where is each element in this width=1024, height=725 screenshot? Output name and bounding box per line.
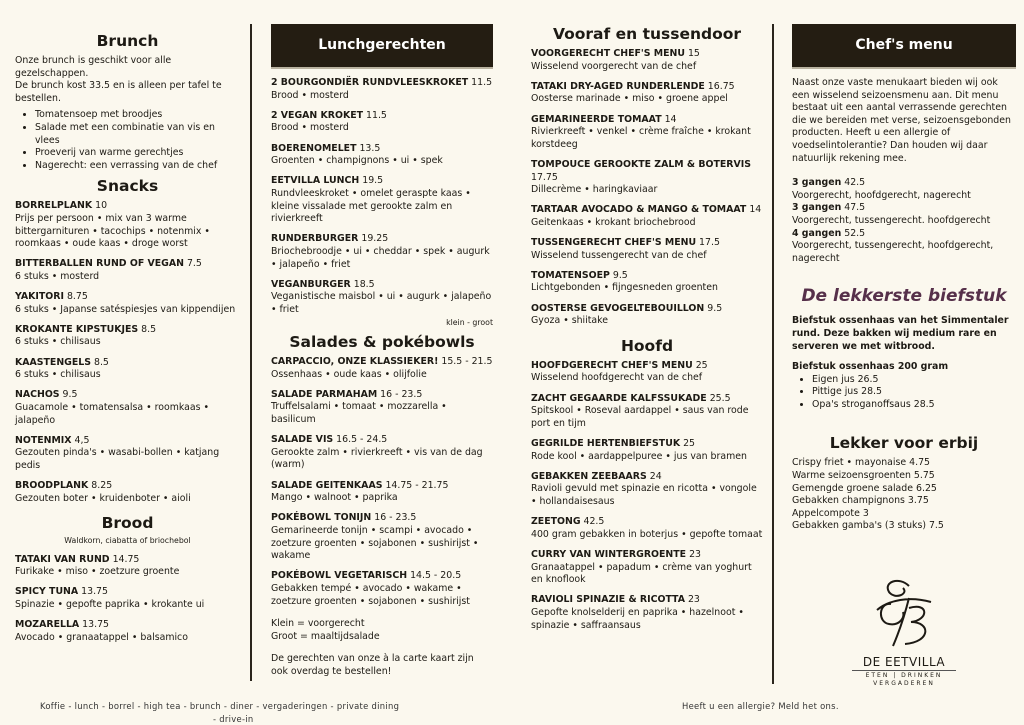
menu-item-header bbox=[271, 570, 493, 583]
menu-item bbox=[531, 81, 763, 106]
menu-item-name: ZACHT GEGAARDE KALFSSUKADE bbox=[531, 392, 707, 404]
menu-item-header bbox=[531, 438, 763, 451]
menu-item-price: 11.5 bbox=[471, 77, 493, 88]
menu-item-price: 16.75 bbox=[707, 80, 735, 92]
menu-item-description: Gemarineerde tonijn • scampi • avocado • zoetzure groenten • sojabonen • sushirijst • wakame bbox=[271, 524, 479, 562]
menu-item-header bbox=[271, 356, 493, 369]
option-name: 3 gangen bbox=[792, 202, 842, 214]
menu-item-description: Gezouten pinda's • wasabi-bollen • katjang pedis bbox=[15, 447, 220, 471]
menu-item-price: 19.25 bbox=[361, 233, 389, 245]
menu-item bbox=[15, 480, 240, 505]
menu-item-price: 9.5 bbox=[612, 269, 628, 281]
menu-item-price: 23 bbox=[689, 548, 702, 560]
services-footer bbox=[40, 700, 440, 725]
menu-item-price: 8.5 bbox=[93, 356, 109, 368]
menu-item-price: 24 bbox=[649, 470, 662, 482]
menu-item-name: BROODPLANK bbox=[15, 480, 89, 492]
menu-item-description: Gezouten boter • kruidenboter • aioli bbox=[15, 492, 191, 504]
menu-item-description: Oosterse marinade • miso • groene appel bbox=[531, 93, 728, 105]
menu-item-description: Truffelsalami • tomaat • mozzarella • basilicum bbox=[271, 401, 447, 426]
menu-item-header bbox=[531, 114, 763, 127]
brunch-course: • Nagerecht: een verrassing van de chef bbox=[35, 160, 240, 173]
menu-item bbox=[531, 204, 763, 229]
menu-item-name: GEGRILDE HERTENBIEFSTUK bbox=[531, 438, 681, 449]
menu-item-header bbox=[531, 204, 763, 217]
menu-item bbox=[15, 357, 240, 382]
menu-item-name: VEGANBURGER bbox=[271, 278, 351, 290]
menu-item-description: Spinazie • gepofte paprika • krokante ui bbox=[15, 598, 205, 610]
erbij-heading: Lekker voor erbij bbox=[829, 434, 979, 453]
menu-item-header bbox=[531, 81, 763, 94]
menu-item bbox=[271, 175, 493, 225]
column-2 bbox=[271, 24, 493, 679]
menu-item-price: 17.5 bbox=[699, 237, 720, 249]
menu-item bbox=[531, 303, 763, 328]
menu-item-description: Gebakken tempé • avocado • wakame • zoetzure groenten • sojabonen • sushirijst bbox=[271, 582, 470, 607]
menu-item bbox=[271, 110, 493, 135]
side-dish: Appelcompote 3 bbox=[792, 507, 869, 519]
menu-item-name: TOMATENSOEP bbox=[531, 269, 610, 281]
menu-item-description: Gyoza • shiitake bbox=[531, 315, 609, 327]
menu-item-price: 9.5 bbox=[707, 302, 723, 314]
menu-item bbox=[531, 237, 763, 262]
menu-item-description: Ossenhaas • oude kaas • olijfolie bbox=[271, 368, 427, 380]
menu-item-name: NOTENMIX bbox=[15, 434, 72, 446]
menu-item-header bbox=[271, 77, 493, 90]
menu-item-name: VOORGERECHT CHEF'S MENU bbox=[531, 48, 685, 59]
biefstuk-option: • Eigen jus 26.5 bbox=[812, 374, 1016, 387]
menu-item-description: Mango • walnoot • paprika bbox=[271, 492, 398, 504]
menu-item-list bbox=[531, 48, 763, 328]
side-dish: Crispy friet • mayonaise 4.75 bbox=[792, 457, 931, 469]
biefstuk-intro: Biefstuk ossenhaas van het Simmentaler rund. Deze bakken wij medium rare en serveren we met witbrood. bbox=[792, 315, 1009, 352]
menu-item-name: 2 BOURGONDIËR RUNDVLEESKROKET bbox=[271, 77, 469, 88]
menu-item-header bbox=[531, 516, 763, 529]
brood-heading: Brood bbox=[101, 513, 154, 532]
menu-item-description: Wisselend voorgerecht van de chef bbox=[531, 60, 697, 72]
menu-item-list bbox=[15, 554, 240, 645]
menu-item-description: Rundvleeskroket • omelet geraspte kaas • kleine vissalade met gerookte zalm en rivierkreeft bbox=[271, 187, 471, 225]
menu-item-description: 6 stuks • chilisaus bbox=[15, 369, 101, 381]
menu-item-price: 7.5 bbox=[186, 258, 202, 270]
menu-item-header bbox=[15, 389, 240, 402]
menu-item-price: 16 - 23.5 bbox=[380, 388, 423, 400]
menu-item-description: Prijs per persoon • mix van 3 warme bittergarnituren • tacochips • notenmix • roomkaas • oude kaas • droge worst bbox=[15, 212, 210, 250]
menu-item-price: 9.5 bbox=[62, 389, 78, 401]
menu-item-name: TUSSENGERECHT CHEF'S MENU bbox=[531, 237, 697, 249]
column-1 bbox=[15, 31, 240, 652]
menu-item bbox=[531, 159, 763, 197]
biefstuk-option: • Pittige jus 28.5 bbox=[812, 386, 1016, 399]
chefs-menu-options bbox=[792, 177, 1016, 265]
menu-item-header bbox=[15, 324, 240, 337]
menu-item-header bbox=[15, 357, 240, 370]
menu-item-name: NACHOS bbox=[15, 389, 60, 401]
menu-item-description: Rode kool • aardappelpuree • jus van bramen bbox=[531, 450, 747, 462]
menu-item-description: Brood • mosterd bbox=[271, 89, 349, 101]
menu-item-name: RUNDERBURGER bbox=[271, 233, 359, 245]
menu-item-header bbox=[271, 110, 493, 123]
menu-item bbox=[531, 48, 763, 73]
menu-item-name: SALADE VIS bbox=[271, 434, 334, 446]
menu-item-price: 8.75 bbox=[66, 291, 88, 303]
menu-item-list bbox=[271, 77, 493, 316]
menu-item bbox=[271, 77, 493, 102]
menu-item-description: 6 stuks • Japanse satéspiesjes van kippendijen bbox=[15, 303, 236, 315]
allergy-footer: Heeft u een allergie? Meld het ons. bbox=[682, 701, 839, 711]
chefs-menu-option bbox=[792, 177, 1016, 202]
column-divider bbox=[250, 24, 252, 681]
side-dish: Gemengde groene salade 6.25 bbox=[792, 482, 937, 494]
menu-item-header bbox=[531, 159, 763, 184]
menu-item-price: 16.5 - 24.5 bbox=[336, 434, 388, 446]
menu-item-price: 8.25 bbox=[91, 480, 113, 492]
menu-item-header bbox=[271, 434, 493, 447]
menu-item-name: ZEETONG bbox=[531, 516, 581, 528]
option-description: Voorgerecht, hoofdgerecht, nagerecht bbox=[792, 189, 971, 201]
menu-item-name: RAVIOLI SPINAZIE & RICOTTA bbox=[531, 594, 685, 606]
erbij-list bbox=[792, 457, 1016, 533]
menu-item-name: BORRELPLANK bbox=[15, 200, 93, 212]
brunch-course: • Salade met een combinatie van vis en vlees bbox=[35, 122, 240, 147]
menu-item-header bbox=[15, 619, 240, 632]
menu-item-price: 14 bbox=[664, 113, 677, 125]
menu-item bbox=[271, 570, 493, 608]
menu-item-name: POKÉBOWL VEGETARISCH bbox=[271, 570, 408, 582]
menu-item-header bbox=[15, 435, 240, 448]
menu-item-name: KAASTENGELS bbox=[15, 356, 91, 368]
menu-item-name: CARPACCIO, ONZE KLASSIEKER! bbox=[271, 356, 439, 368]
biefstuk-option: • Opa's stroganoffsaus 28.5 bbox=[812, 399, 1016, 412]
menu-item-name: BOERENOMELET bbox=[271, 142, 357, 154]
menu-item bbox=[15, 258, 240, 283]
menu-item-header bbox=[271, 389, 493, 402]
menu-item-price: 18.5 bbox=[353, 278, 375, 290]
menu-item-header bbox=[15, 554, 240, 567]
menu-item-header bbox=[15, 480, 240, 493]
menu-item-price: 15.5 - 21.5 bbox=[441, 356, 493, 368]
chefs-menu-intro: Naast onze vaste menukaart bieden wij ook een wisselend seizoensmenu aan. Dit menu bestaat uit een aantal verrassende gerechten die we bereiden met verse, seizoensgebonden producten. Heeft u een allergie of voedselintolerantie? Dan houden wij daar natuurlijk rekening mee. bbox=[792, 77, 1011, 164]
menu-item-price: 13.5 bbox=[359, 142, 381, 154]
logo-name: DE EETVILLA bbox=[852, 655, 956, 671]
menu-item bbox=[15, 586, 240, 611]
menu-item-header bbox=[271, 279, 493, 292]
menu-item-description: Rivierkreeft • venkel • crème fraîche • krokant korstdeeg bbox=[531, 126, 751, 150]
brunch-course: • Proeverij van warme gerechtjes bbox=[35, 147, 240, 160]
brunch-section bbox=[15, 31, 240, 172]
menu-item-name: OOSTERSE GEVOGELTEBOUILLON bbox=[531, 302, 705, 314]
menu-item-name: EETVILLA LUNCH bbox=[271, 175, 360, 187]
menu-item-price: 42.5 bbox=[583, 516, 605, 528]
menu-item-name: HOOFDGERECHT CHEF'S MENU bbox=[531, 359, 693, 371]
side-dish: Gebakken champignons 3.75 bbox=[792, 495, 929, 507]
biefstuk-subtitle: Biefstuk ossenhaas 200 gram bbox=[792, 361, 949, 373]
brood-subtitle: Waldkorn, ciabatta of briochebol bbox=[64, 535, 191, 545]
option-price: 47.5 bbox=[844, 202, 866, 214]
menu-item-name: SPICY TUNA bbox=[15, 586, 79, 598]
salades-heading: Salades & pokébowls bbox=[289, 333, 475, 352]
menu-item-description: 6 stuks • mosterd bbox=[15, 270, 100, 282]
salades-section bbox=[271, 332, 493, 678]
side-dish: Gebakken gamba's (3 stuks) 7.5 bbox=[792, 520, 944, 532]
column-3 bbox=[531, 24, 763, 640]
menu-item bbox=[15, 435, 240, 473]
menu-item bbox=[15, 389, 240, 427]
menu-item bbox=[531, 438, 763, 463]
menu-item bbox=[531, 471, 763, 509]
menu-item-header bbox=[531, 549, 763, 562]
option-price: 52.5 bbox=[844, 227, 866, 239]
menu-item bbox=[531, 549, 763, 587]
biefstuk-options bbox=[792, 374, 1016, 412]
menu-item-price: 25.5 bbox=[709, 392, 731, 404]
column-4 bbox=[792, 24, 1016, 533]
menu-item-header bbox=[271, 143, 493, 156]
menu-item-description: 400 gram gebakken in boterjus • gepofte tomaat bbox=[531, 528, 763, 540]
menu-item bbox=[531, 114, 763, 152]
menu-item-header bbox=[271, 175, 493, 188]
hoofd-heading: Hoofd bbox=[620, 336, 674, 355]
menu-item-description: Geitenkaas • krokant briochebrood bbox=[531, 216, 696, 228]
brunch-intro: Onze brunch is geschikt voor alle gezelschappen. bbox=[15, 55, 172, 79]
snacks-section bbox=[15, 176, 240, 505]
option-description: Voorgerecht, tussengerecht, hoofdgerecht, nagerecht bbox=[792, 240, 994, 264]
menu-item-description: Granaatappel • papadum • crème van yoghurt en knoflook bbox=[531, 561, 752, 586]
biefstuk-heading: De lekkerste biefstuk bbox=[801, 286, 1007, 307]
menu-item-list bbox=[271, 356, 493, 608]
option-name: 3 gangen bbox=[792, 177, 842, 189]
size-note-small: Klein = voorgerecht bbox=[271, 618, 365, 630]
menu-item bbox=[271, 233, 493, 271]
menu-item bbox=[531, 360, 763, 385]
menu-item-price: 14.5 - 20.5 bbox=[410, 570, 462, 582]
menu-item-price: 17.75 bbox=[531, 171, 558, 183]
menu-item-description: Gepofte knolselderij en paprika • hazelnoot • spinazie • saffraansaus bbox=[531, 606, 744, 631]
option-name: 4 gangen bbox=[792, 227, 842, 239]
menu-item-name: TATAKI VAN RUND bbox=[15, 553, 110, 565]
brunch-course: • Tomatensoep met broodjes bbox=[35, 109, 240, 122]
menu-item-price: 14 bbox=[749, 204, 762, 216]
menu-item-price: 11.5 bbox=[366, 109, 387, 121]
menu-item-name: BITTERBALLEN RUND OF VEGAN bbox=[15, 258, 184, 270]
logo-tagline: ETEN | DRINKEN bbox=[865, 671, 943, 679]
menu-item bbox=[271, 389, 493, 427]
menu-item-price: 13.75 bbox=[82, 619, 110, 631]
menu-item-name: KROKANTE KIPSTUKJES bbox=[15, 323, 139, 335]
menu-item bbox=[15, 200, 240, 250]
menu-item-list bbox=[531, 360, 763, 632]
a-la-carte-note: De gerechten van onze à la carte kaart zijn ook overdag te bestellen! bbox=[271, 653, 474, 677]
menu-item-name: POKÉBOWL TONIJN bbox=[271, 512, 372, 524]
menu-item-description: Wisselend tussengerecht van de chef bbox=[531, 249, 707, 261]
option-header bbox=[792, 228, 1016, 241]
menu-item-price: 8.5 bbox=[141, 323, 157, 335]
menu-item-header bbox=[15, 586, 240, 599]
brunch-list bbox=[15, 109, 240, 172]
menu-item-name: TOMPOUCE GEROOKTE ZALM & BOTERVIS bbox=[531, 158, 751, 170]
menu-item-price: 25 bbox=[683, 438, 696, 449]
chefs-menu-option bbox=[792, 202, 1016, 227]
menu-item-header bbox=[531, 48, 763, 61]
monogram-icon bbox=[869, 574, 939, 650]
menu-item-header bbox=[271, 512, 493, 525]
menu-item-description: 6 stuks • chilisaus bbox=[15, 336, 101, 348]
menu-item-description: Furikake • miso • zoetzure groente bbox=[15, 566, 180, 578]
menu-item-name: GEBAKKEN ZEEBAARS bbox=[531, 470, 647, 482]
menu-item-header bbox=[531, 270, 763, 283]
menu-item-price: 16 - 23.5 bbox=[374, 512, 417, 524]
menu-item-description: Briochebroodje • ui • cheddar • spek • augurk • jalapeño • friet bbox=[271, 245, 490, 270]
menu-item-header bbox=[15, 200, 240, 213]
menu-item-header bbox=[531, 393, 763, 406]
menu-item bbox=[531, 594, 763, 632]
menu-item bbox=[271, 279, 493, 317]
chefs-menu-option bbox=[792, 228, 1016, 266]
option-description: Voorgerecht, tussengerecht. hoofdgerecht bbox=[792, 214, 991, 226]
lunch-heading: Lunchgerechten bbox=[271, 24, 493, 69]
side-dish: Warme seizoensgroenten 5.75 bbox=[792, 470, 935, 482]
menu-item-name: MOZARELLA bbox=[15, 619, 80, 631]
menu-item-description: Groenten • champignons • ui • spek bbox=[271, 155, 443, 167]
menu-item bbox=[271, 480, 493, 505]
menu-item-price: 15 bbox=[687, 48, 700, 59]
menu-item-description: Gerookte zalm • rivierkreeft • vis van de dag (warm) bbox=[271, 446, 483, 471]
menu-item-header bbox=[531, 594, 763, 607]
snacks-heading: Snacks bbox=[96, 177, 159, 196]
menu-item-name: CURRY VAN WINTERGROENTE bbox=[531, 548, 687, 560]
menu-item bbox=[271, 143, 493, 168]
menu-item-description: Wisselend hoofdgerecht van de chef bbox=[531, 372, 703, 384]
menu-item-header bbox=[271, 233, 493, 246]
menu-item-name: GEMARINEERDE TOMAAT bbox=[531, 113, 662, 125]
column-divider bbox=[772, 24, 774, 684]
vooraf-heading: Vooraf en tussendoor bbox=[552, 25, 742, 43]
menu-item-name: YAKITORI bbox=[15, 291, 64, 303]
option-header bbox=[792, 177, 1016, 190]
menu-item-name: TARTAAR AVOCADO & MANGO & TOMAAT bbox=[531, 204, 747, 216]
menu-item-price: 23 bbox=[687, 594, 700, 606]
brood-section bbox=[15, 513, 240, 644]
option-price: 42.5 bbox=[844, 177, 866, 189]
logo bbox=[852, 574, 956, 688]
menu-item-description: Brood • mosterd bbox=[271, 122, 349, 134]
menu-item-name: SALADE PARMAHAM bbox=[271, 388, 378, 400]
menu-item-price: 14.75 - 21.75 bbox=[385, 479, 449, 491]
menu-item-list bbox=[15, 200, 240, 505]
menu-item-description: Lichtgebonden • fijngesneden groenten bbox=[531, 282, 718, 294]
menu-item-header bbox=[15, 291, 240, 304]
services-text: Koffie - lunch - borrel - high tea - brunch - diner - vergaderingen - private dining bbox=[40, 701, 400, 711]
menu-item bbox=[15, 619, 240, 644]
menu-item-description: Avocado • granaatappel • balsamico bbox=[15, 631, 188, 643]
menu-item-header bbox=[531, 237, 763, 250]
menu-item bbox=[531, 516, 763, 541]
menu-item-price: 10 bbox=[95, 200, 108, 212]
menu-item-name: SALADE GEITENKAAS bbox=[271, 479, 383, 491]
menu-item bbox=[15, 291, 240, 316]
menu-item-price: 25 bbox=[695, 359, 708, 371]
menu-item-header bbox=[531, 360, 763, 373]
menu-item-description: Dillecrème • haringkaviaar bbox=[531, 184, 658, 196]
size-note: klein - groot bbox=[446, 318, 493, 328]
chefs-menu-heading: Chef's menu bbox=[792, 24, 1016, 69]
option-header bbox=[792, 202, 1016, 215]
menu-item-description: Spitskool • Roseval aardappel • saus van rode port en tijm bbox=[531, 405, 749, 429]
menu-item-name: 2 VEGAN KROKET bbox=[271, 109, 364, 121]
menu-item bbox=[15, 554, 240, 579]
menu-item-header bbox=[531, 471, 763, 484]
menu-item-price: 4,5 bbox=[74, 434, 90, 446]
menu-item-price: 14.75 bbox=[112, 553, 140, 565]
menu-item bbox=[531, 393, 763, 431]
menu-item bbox=[271, 356, 493, 381]
menu-item-description: Veganistische maisbol • ui • augurk • jalapeño • friet bbox=[271, 291, 492, 315]
menu-item-header bbox=[531, 303, 763, 316]
size-note-large: Groot = maaltijdsalade bbox=[271, 630, 380, 642]
brunch-intro: De brunch kost 33.5 en is alleen per tafel te bestellen. bbox=[15, 80, 222, 104]
menu-item-price: 19.5 bbox=[362, 175, 384, 187]
menu-item-description: Ravioli gevuld met spinazie en ricotta • vongole • hollandaisesaus bbox=[531, 483, 757, 507]
services-text: - drive-in bbox=[213, 713, 254, 724]
menu-item bbox=[271, 512, 493, 562]
menu-item-description: Guacamole • tomatensalsa • roomkaas • jalapeño bbox=[15, 402, 210, 426]
menu-item-name: TATAKI DRY-AGED RUNDERLENDE bbox=[531, 80, 705, 92]
menu-item-header bbox=[15, 258, 240, 271]
menu-item bbox=[15, 324, 240, 349]
menu-item bbox=[271, 434, 493, 472]
logo-tagline: VERGADEREN bbox=[873, 679, 935, 687]
menu-item-price: 13.75 bbox=[81, 586, 108, 598]
brunch-heading: Brunch bbox=[96, 32, 159, 50]
menu-item-header bbox=[271, 480, 493, 493]
menu-item bbox=[531, 270, 763, 295]
